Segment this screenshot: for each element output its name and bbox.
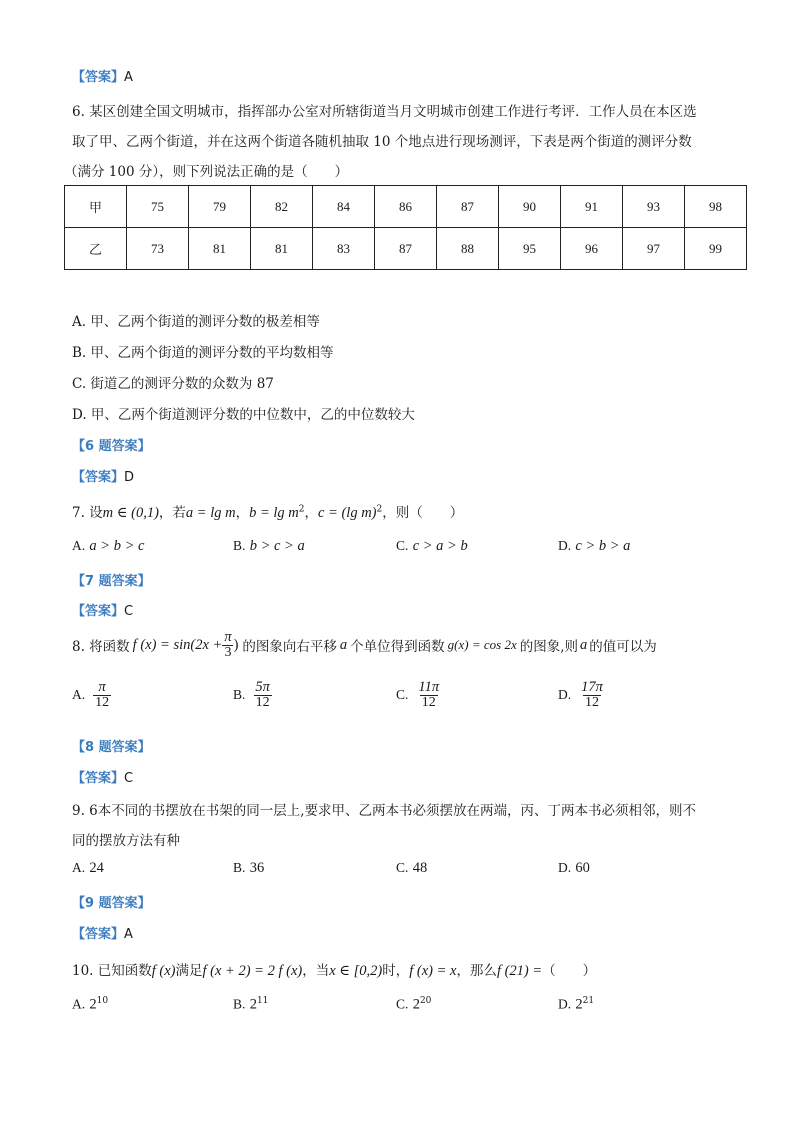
option-exponent: 11 [256, 996, 269, 1006]
answer-bracket-label: 【答案】 [72, 771, 125, 786]
option-text: c > b > a [575, 538, 631, 554]
frac-num: 17π [581, 679, 603, 695]
option-exponent: 20 [419, 996, 432, 1006]
q7-option-d [558, 538, 630, 555]
option-letter: B. [233, 687, 246, 703]
table-cell: 75 [127, 186, 189, 228]
option-exponent: 21 [582, 996, 595, 1006]
option-letter: B. [233, 860, 246, 875]
q9-option-c [396, 860, 427, 877]
table-cell: 79 [189, 186, 251, 228]
q7-b-def: b = lg m [249, 505, 299, 521]
q9-option-a [72, 860, 104, 877]
q7-a-def: a = lg m [185, 505, 236, 521]
option-letter: D. [558, 538, 572, 553]
q7-c-def: c = (lg m) [318, 505, 377, 521]
option-fraction [579, 680, 605, 711]
q6-answer-header: 【6 题答案】 [72, 439, 151, 454]
row-label: 甲 [65, 186, 127, 228]
q10-relation: f (x + 2) = 2 f (x) [202, 963, 303, 979]
q6-stem-line2: 取了甲、乙两个街道，并在这两个街道各随机抽取 10 个地点进行现场测评，下表是两个街道的测评分数 [72, 134, 692, 150]
q10-text: ，那么 [456, 963, 497, 979]
table-cell: 84 [313, 186, 375, 228]
option-letter: B. [233, 538, 246, 553]
option-base: 2 [89, 996, 97, 1013]
option-fraction [416, 680, 441, 711]
q8-prefix: 8. 将函数 [72, 639, 130, 656]
table-cell: 98 [685, 186, 747, 228]
q8-close-paren: ) [233, 636, 239, 653]
q8-pi-over-3 [222, 630, 233, 661]
answer-value: C [124, 771, 134, 786]
q8-text: 的图象向右平移 [242, 639, 337, 656]
q8-a-var: a [580, 636, 588, 653]
option-letter: C. [396, 687, 409, 703]
table-cell: 81 [251, 228, 313, 270]
frac-num: π [98, 679, 106, 695]
q10-stem [72, 959, 596, 980]
q9-option-d [558, 860, 590, 877]
q9-answer-header: 【9 题答案】 [72, 896, 151, 911]
q7-sep: ， [235, 505, 250, 521]
q8-a-var: a [339, 636, 348, 653]
q10-option-d [558, 996, 594, 1014]
q10-text: 满足 [175, 963, 203, 979]
q8-option-a [72, 680, 111, 711]
option-letter: C. [396, 996, 409, 1012]
table-cell: 87 [437, 186, 499, 228]
q10-suffix: （ ） [542, 963, 597, 979]
frac-num: π [224, 629, 232, 645]
table-cell: 99 [685, 228, 747, 270]
table-cell: 86 [375, 186, 437, 228]
q6-option-a: A. 甲、乙两个街道的测评分数的极差相等 [72, 314, 320, 330]
answer-value: D [124, 470, 135, 485]
q5-answer-line [72, 66, 133, 85]
score-table [64, 185, 747, 270]
q10-option-b [233, 996, 268, 1014]
option-base: 2 [249, 996, 257, 1013]
answer-bracket-label: 【答案】 [72, 604, 125, 619]
q7-option-c [396, 538, 468, 555]
q7-sep: ， [304, 505, 318, 521]
q7-stem [72, 501, 463, 522]
answer-value: A [124, 70, 133, 85]
q10-prefix: 10. 已知函数 [72, 963, 152, 979]
frac-den: 12 [95, 695, 110, 711]
answer-bracket-label: 【答案】 [72, 470, 125, 485]
table-cell: 95 [499, 228, 561, 270]
answer-value: A [124, 927, 133, 942]
q9-answer-line [72, 923, 133, 942]
answer-bracket-label: 【答案】 [72, 927, 125, 942]
option-text: 36 [249, 860, 265, 876]
table-cell: 73 [127, 228, 189, 270]
option-fraction [253, 680, 272, 711]
q8-answer-header: 【8 题答案】 [72, 740, 151, 755]
q7-option-a [72, 538, 144, 555]
table-row [65, 228, 747, 270]
q6-answer-line [72, 466, 134, 485]
option-letter: C. [396, 860, 409, 875]
option-letter: A. [72, 860, 86, 875]
table-cell: 91 [561, 186, 623, 228]
frac-den: 12 [421, 695, 436, 711]
q7-suffix: ，则（ ） [382, 505, 464, 521]
table-cell: 82 [251, 186, 313, 228]
q8-option-b [233, 680, 272, 711]
q9-option-b [233, 860, 264, 877]
q9-stem-line1: 9. 6本不同的书摆放在书架的同一层上,要求甲、乙两本书必须摆放在两端，丙、丁两本书必须相邻，则不 [72, 803, 697, 819]
q10-f21: f (21) = [496, 963, 543, 979]
table-cell: 87 [375, 228, 437, 270]
q7-b-exp: 2 [298, 504, 305, 515]
q8-stem [72, 630, 657, 661]
row-label: 乙 [65, 228, 127, 270]
table-cell: 83 [313, 228, 375, 270]
option-text: 48 [412, 860, 428, 876]
option-letter: A. [72, 687, 86, 703]
frac-num: 11π [418, 679, 440, 695]
q10-domain: x ∈ [0,2) [329, 963, 383, 979]
option-base: 2 [575, 996, 583, 1013]
q7-c-exp: 2 [376, 504, 383, 515]
q10-option-c [396, 996, 431, 1014]
option-letter: A. [72, 538, 86, 553]
q8-text: 个单位得到函数 [350, 639, 445, 656]
q8-suffix: 的值可以为 [589, 639, 657, 656]
q8-g-def: g(x) = cos 2x [447, 637, 517, 653]
q6-stem-line1: 6. 某区创建全国文明城市，指挥部办公室对所辖街道当月文明城市创建工作进行考评．工作人员在本区选 [72, 104, 697, 120]
option-letter: D. [558, 860, 572, 875]
q8-option-c [396, 680, 441, 711]
frac-den: 12 [585, 695, 599, 711]
answer-bracket-label: 【答案】 [72, 70, 125, 85]
q7-condition: m ∈ (0,1) [102, 505, 159, 521]
table-cell: 93 [623, 186, 685, 228]
q8-answer-line [72, 767, 133, 786]
option-text: 24 [89, 860, 104, 876]
option-text: a > b > c [89, 538, 145, 554]
q9-stem-line2: 同的摆放方法有种 [72, 833, 180, 849]
option-letter: A. [72, 996, 86, 1012]
table-cell: 96 [561, 228, 623, 270]
q7-answer-header: 【7 题答案】 [72, 574, 151, 589]
q8-f-def: f (x) = sin(2x + [132, 636, 223, 653]
option-text: b > c > a [249, 538, 305, 554]
table-cell: 90 [499, 186, 561, 228]
q8-text: 的图象,则 [519, 639, 579, 656]
q6-option-c: C. 街道乙的测评分数的众数为 87 [72, 376, 274, 392]
option-letter: D. [558, 687, 572, 703]
option-text: c > a > b [412, 538, 468, 554]
q7-prefix: 7. 设 [72, 505, 103, 521]
option-letter: B. [233, 996, 246, 1012]
answer-value: C [124, 604, 134, 619]
table-cell: 88 [437, 228, 499, 270]
q10-fx-eq-x: f (x) = x [409, 963, 457, 979]
option-base: 2 [412, 996, 420, 1013]
table-cell: 81 [189, 228, 251, 270]
q10-text: 时， [382, 963, 410, 979]
frac-num: 5π [255, 679, 270, 695]
option-exponent: 10 [96, 996, 109, 1006]
option-fraction [93, 680, 111, 711]
q7-option-b [233, 538, 305, 555]
q10-text: ，当 [302, 963, 330, 979]
q7-text: ，若 [158, 505, 186, 521]
option-letter: C. [396, 538, 409, 553]
table-row [65, 186, 747, 228]
table-cell: 97 [623, 228, 685, 270]
option-text: 60 [575, 860, 590, 876]
q6-stem-line3: （满分 100 分），则下列说法正确的是（ ） [64, 164, 349, 180]
q7-answer-line [72, 600, 133, 619]
option-letter: D. [558, 996, 572, 1012]
frac-den: 3 [224, 645, 232, 661]
q10-fx: f (x) [151, 963, 176, 979]
q10-option-a [72, 996, 108, 1014]
frac-den: 12 [255, 695, 270, 711]
q8-option-d [558, 680, 605, 711]
q6-option-b: B. 甲、乙两个街道的测评分数的平均数相等 [72, 345, 334, 361]
q6-option-d: D. 甲、乙两个街道测评分数的中位数中，乙的中位数较大 [72, 407, 415, 423]
